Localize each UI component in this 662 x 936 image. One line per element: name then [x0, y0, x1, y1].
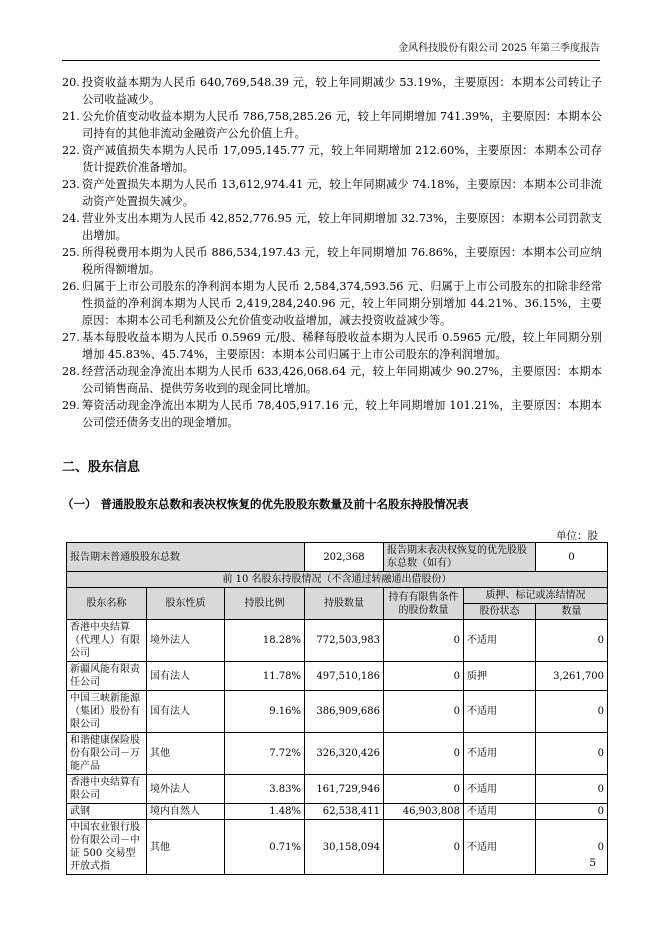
holder-nature: 其他: [147, 820, 225, 875]
holder-restricted: 0: [384, 733, 464, 775]
holder-ratio: 18.28%: [225, 620, 305, 662]
holder-status: 不适用: [464, 775, 536, 804]
holder-ratio: 1.48%: [225, 804, 305, 820]
table-row: [67, 662, 608, 691]
unit-label: 单位：股: [556, 530, 598, 542]
top10-title: 前 10 名股东持股情况（不含通过转融通出借股份）: [67, 572, 608, 588]
holder-status: 不适用: [464, 804, 536, 820]
total-holders-label: 报告期末普通股股东总数: [67, 543, 305, 572]
item-text: 所得税费用本期为人民币 886,534,197.43 元，较上年同期增加 76.86%，主要原因：本期本公司应纳税所得额增加。: [82, 246, 602, 276]
col-header-amount: 数量: [536, 604, 608, 620]
holder-nature: 其他: [147, 733, 225, 775]
item-number: 22.: [62, 144, 80, 157]
holder-amount: 3,261,700: [536, 662, 608, 691]
table-row: [67, 620, 608, 662]
col-header-restricted: 持有有限售条件的股份数量: [384, 588, 464, 620]
col-header-nature: 股东性质: [147, 588, 225, 620]
table-row: [67, 804, 608, 820]
total-holders-value: 202,368: [305, 543, 384, 572]
holder-restricted: 0: [384, 620, 464, 662]
holder-amount: 0: [536, 733, 608, 775]
page-header: [62, 38, 600, 61]
holder-name: 香港中央结算（代理人）有限公司: [67, 620, 147, 662]
col-header-pledge: 质押、标记或冻结情况: [464, 588, 608, 604]
header-row: [67, 588, 608, 604]
col-header-qty: 持股数量: [305, 588, 384, 620]
holder-status: 不适用: [464, 620, 536, 662]
list-item: [62, 397, 602, 431]
item-text: 归属于上市公司股东的净利润本期为人民币 2,584,374,593.56 元、归属于上市公司股东的扣除非经常性损益的净利润本期为人民币 2,419,284,240.96 元，较上年同期分别增加 44.21%、36.15%，主要原因：本期本公司毛利额及公允价值变动收益增加，减去投资收益减少等。: [82, 280, 602, 327]
item-number: 20.: [62, 76, 80, 89]
item-text: 筹资活动现金净流出本期为人民币 78,405,917.16 元，较上年同期增加 101.21%，主要原因：本期本公司偿还债务支出的现金增加。: [82, 399, 602, 429]
item-text: 投资收益本期为人民币 640,769,548.39 元，较上年同期减少 53.19%，主要原因：本期本公司转让子公司收益减少。: [82, 76, 602, 106]
item-number: 24.: [62, 212, 80, 225]
holder-ratio: 7.72%: [225, 733, 305, 775]
list-item: [62, 278, 602, 329]
holder-status: 不适用: [464, 820, 536, 875]
item-text: 资产减值损失本期为人民币 17,095,145.77 元，较上年同期增加 212.60%，主要原因：本期本公司存货计提跌价准备增加。: [82, 144, 602, 174]
item-number: 27.: [62, 331, 80, 344]
holder-qty: 497,510,186: [305, 662, 384, 691]
holder-nature: 国有法人: [147, 691, 225, 733]
page-number: 5: [589, 857, 596, 869]
notes-list: [62, 74, 602, 431]
holder-status: 质押: [464, 662, 536, 691]
item-text: 基本每股收益本期为人民币 0.5969 元/股、稀释每股收益本期为人民币 0.5965 元/股，较上年同期分别增加 45.83%、45.74%，主要原因：本期本公司归属于上市公司股东的净利润增加。: [82, 331, 602, 361]
item-text: 资产处置损失本期为人民币 13,612,974.41 元，较上年同期减少 74.18%，主要原因：本期本公司非流动资产处置损失减少。: [82, 178, 602, 208]
holder-status: 不适用: [464, 691, 536, 733]
summary-row: [67, 543, 608, 572]
holder-name: 香港中央结算有限公司: [67, 775, 147, 804]
item-number: 21.: [62, 110, 80, 123]
list-item: [62, 244, 602, 278]
list-item: [62, 74, 602, 108]
list-item: [62, 329, 602, 363]
holder-qty: 386,909,686: [305, 691, 384, 733]
holder-restricted: 0: [384, 691, 464, 733]
holder-amount: 0: [536, 620, 608, 662]
list-item: [62, 176, 602, 210]
holder-qty: 772,503,983: [305, 620, 384, 662]
holder-name: 中国农业银行股份有限公司－中证 500 交易型开放式指: [67, 820, 147, 875]
holder-nature: 境外法人: [147, 775, 225, 804]
table-row: [67, 733, 608, 775]
holder-restricted: 0: [384, 775, 464, 804]
subsection-title: （一） 普通股股东总数和表决权恢复的优先股股东数量及前十名股东持股情况表: [62, 497, 469, 511]
item-text: 经营活动现金净流出本期为人民币 633,426,068.64 元，较上年同期减少 90.27%，主要原因：本期本公司销售商品、提供劳务收到的现金同比增加。: [82, 365, 602, 395]
holder-ratio: 3.83%: [225, 775, 305, 804]
holder-name: 武钢: [67, 804, 147, 820]
holder-ratio: 9.16%: [225, 691, 305, 733]
top10-title-row: [67, 572, 608, 588]
holder-amount: 0: [536, 804, 608, 820]
item-number: 25.: [62, 246, 80, 259]
holder-ratio: 0.71%: [225, 820, 305, 875]
holder-amount: 0: [536, 775, 608, 804]
holder-status: 不适用: [464, 733, 536, 775]
list-item: [62, 108, 602, 142]
col-header-status: 股份状态: [464, 604, 536, 620]
holder-amount: 0: [536, 691, 608, 733]
holder-restricted: 46,903,808: [384, 804, 464, 820]
holder-name: 和谐健康保险股份有限公司－万能产品: [67, 733, 147, 775]
col-header-name: 股东名称: [67, 588, 147, 620]
holder-restricted: 0: [384, 662, 464, 691]
list-item: [62, 210, 602, 244]
item-number: 28.: [62, 365, 80, 378]
holder-qty: 326,320,426: [305, 733, 384, 775]
table-row: [67, 775, 608, 804]
list-item: [62, 363, 602, 397]
item-text: 公允价值变动收益本期为人民币 786,758,285.26 元，较上年同期增加 741.39%，主要原因：本期本公司持有的其他非流动金融资产公允价值上升。: [82, 110, 602, 140]
item-number: 26.: [62, 280, 80, 293]
holder-qty: 62,538,411: [305, 804, 384, 820]
report-title: 金风科技股份有限公司 2025 年第三季度报告: [398, 43, 600, 54]
table-row: [67, 691, 608, 733]
preferred-holders-label: 报告期末表决权恢复的优先股股东总数（如有）: [384, 543, 536, 572]
table-row: [67, 820, 608, 875]
holder-nature: 境内自然人: [147, 804, 225, 820]
section-title: 二、股东信息: [62, 460, 141, 475]
holder-name: 新疆风能有限责任公司: [67, 662, 147, 691]
holder-name: 中国三峡新能源（集团）股份有限公司: [67, 691, 147, 733]
holder-amount: 0: [536, 820, 608, 875]
col-header-ratio: 持股比例: [225, 588, 305, 620]
holder-qty: 161,729,946: [305, 775, 384, 804]
holder-nature: 境外法人: [147, 620, 225, 662]
holder-restricted: 0: [384, 820, 464, 875]
holder-ratio: 11.78%: [225, 662, 305, 691]
holder-nature: 国有法人: [147, 662, 225, 691]
shareholder-table: [66, 542, 608, 875]
item-number: 23.: [62, 178, 80, 191]
item-text: 营业外支出本期为人民币 42,852,776.95 元，较上年同期增加 32.73%，主要原因：本期本公司罚款支出增加。: [82, 212, 602, 242]
item-number: 29.: [62, 399, 80, 412]
preferred-holders-value: 0: [536, 543, 608, 572]
holder-qty: 30,158,094: [305, 820, 384, 875]
list-item: [62, 142, 602, 176]
